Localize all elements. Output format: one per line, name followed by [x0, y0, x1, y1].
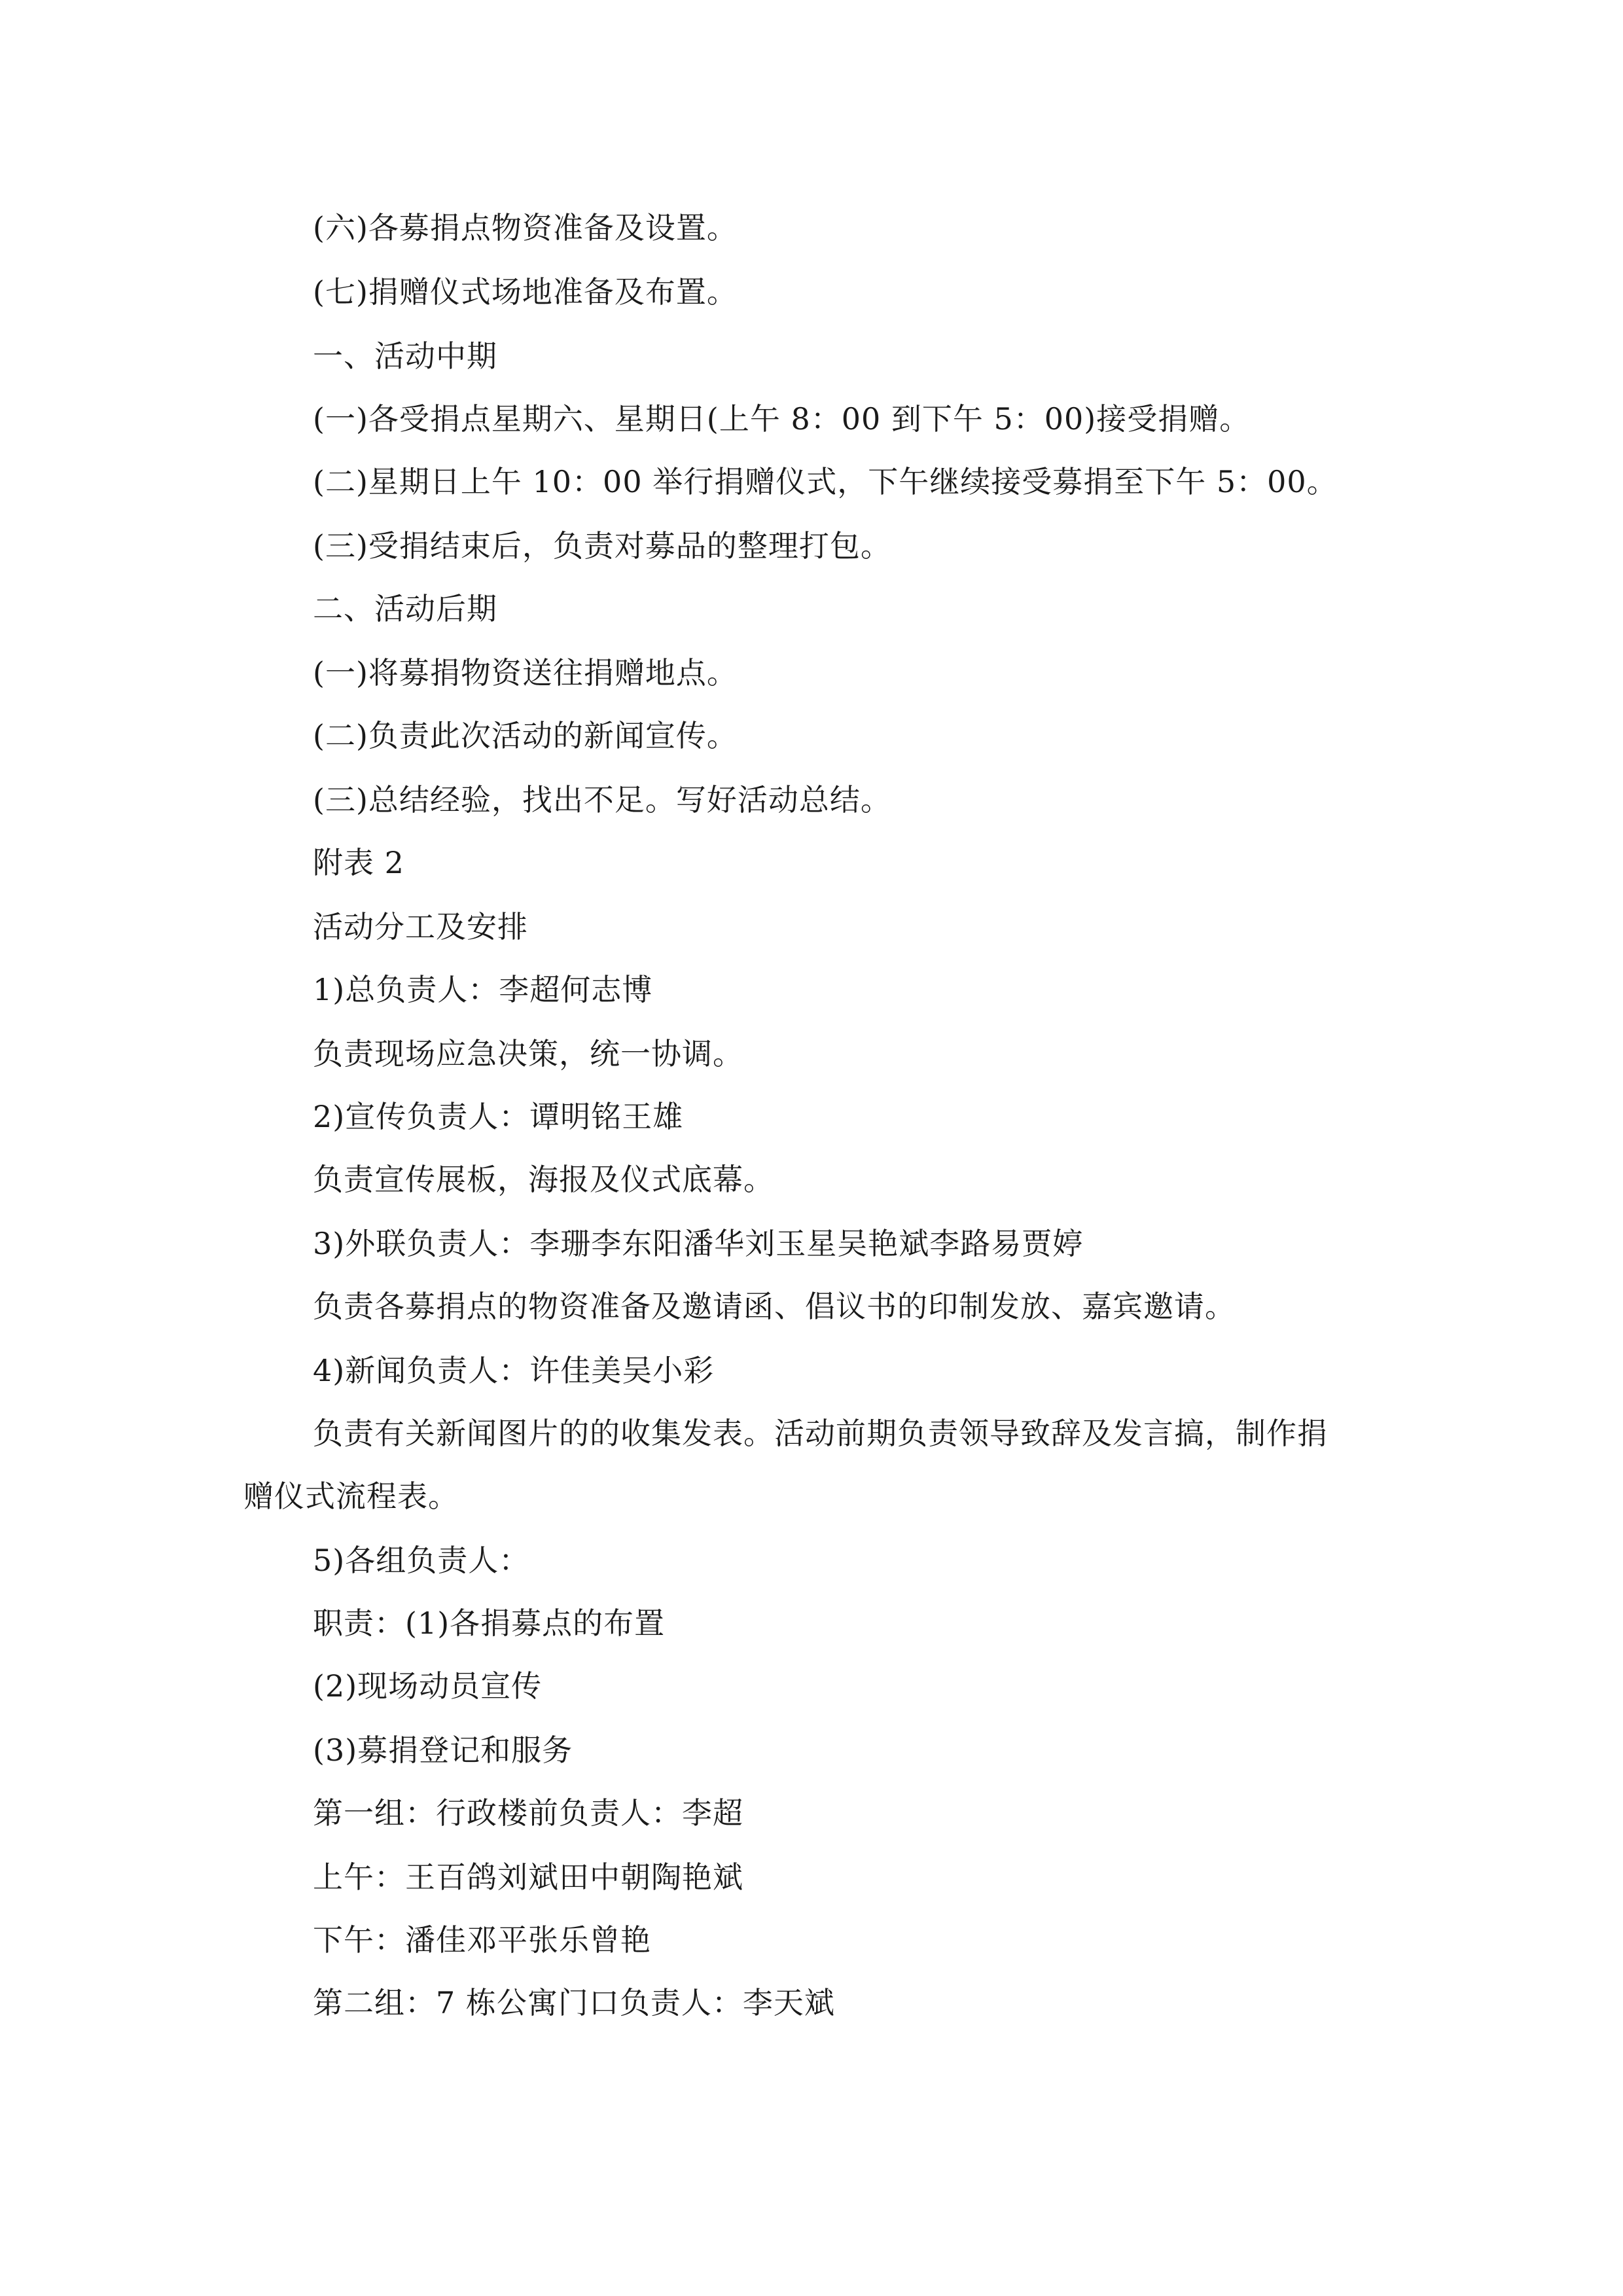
paragraph-line: 上午：王百鸽刘斌田中朝陶艳斌 — [313, 1859, 743, 1895]
appendix-label: 附表 2 — [313, 845, 404, 880]
paragraph-line: (六)各募捐点物资准备及设置。 — [313, 210, 738, 245]
paragraph-line: (一)各受捐点星期六、星期日(上午 8：00 到下午 5：00)接受捐赠。 — [313, 401, 1251, 437]
paragraph-line: (七)捐赠仪式场地准备及布置。 — [313, 274, 738, 310]
appendix-title: 活动分工及安排 — [313, 909, 528, 944]
paragraph-line: 4)新闻负责人：许佳美吴小彩 — [313, 1353, 715, 1388]
paragraph-line: 赠仪式流程表。 — [243, 1479, 459, 1514]
paragraph-line: 3)外联负责人：李珊李东阳潘华刘玉星吴艳斌李路易贾婷 — [313, 1226, 1084, 1261]
paragraph-line: 2)宣传负责人：谭明铭王雄 — [313, 1099, 684, 1134]
section-heading: 二、活动后期 — [313, 591, 497, 626]
paragraph-line: 负责有关新闻图片的的收集发表。活动前期负责领导致辞及发言搞，制作捐 — [313, 1416, 1328, 1451]
paragraph-line: 5)各组负责人： — [313, 1543, 530, 1578]
paragraph-line: 1)总负责人：李超何志博 — [313, 972, 653, 1007]
paragraph-line: 第一组：行政楼前负责人：李超 — [313, 1795, 743, 1831]
section-heading: 一、活动中期 — [313, 338, 497, 374]
paragraph-line: (三)受捐结束后，负责对募品的整理打包。 — [313, 528, 891, 564]
paragraph-line: 职责：(1)各捐募点的布置 — [313, 1605, 666, 1641]
paragraph-line: (2)现场动员宣传 — [313, 1668, 543, 1704]
paragraph-line: (二)负责此次活动的新闻宣传。 — [313, 718, 738, 753]
paragraph-line: 第二组：7 栋公寓门口负责人：李天斌 — [313, 1985, 835, 2020]
paragraph-line: (一)将募捐物资送往捐赠地点。 — [313, 655, 738, 691]
paragraph-line: 负责宣传展板，海报及仪式底幕。 — [313, 1162, 774, 1197]
paragraph-line: 负责现场应急决策，统一协调。 — [313, 1036, 743, 1071]
paragraph-line: 下午：潘佳邓平张乐曾艳 — [313, 1922, 651, 1958]
paragraph-line: (二)星期日上午 10：00 举行捐赠仪式，下午继续接受募捐至下午 5：00。 — [313, 464, 1338, 499]
paragraph-line: 负责各募捐点的物资准备及邀请函、倡议书的印制发放、嘉宾邀请。 — [313, 1289, 1236, 1324]
paragraph-line: (3)募捐登记和服务 — [313, 1732, 573, 1768]
paragraph-line: (三)总结经验，找出不足。写好活动总结。 — [313, 782, 891, 817]
